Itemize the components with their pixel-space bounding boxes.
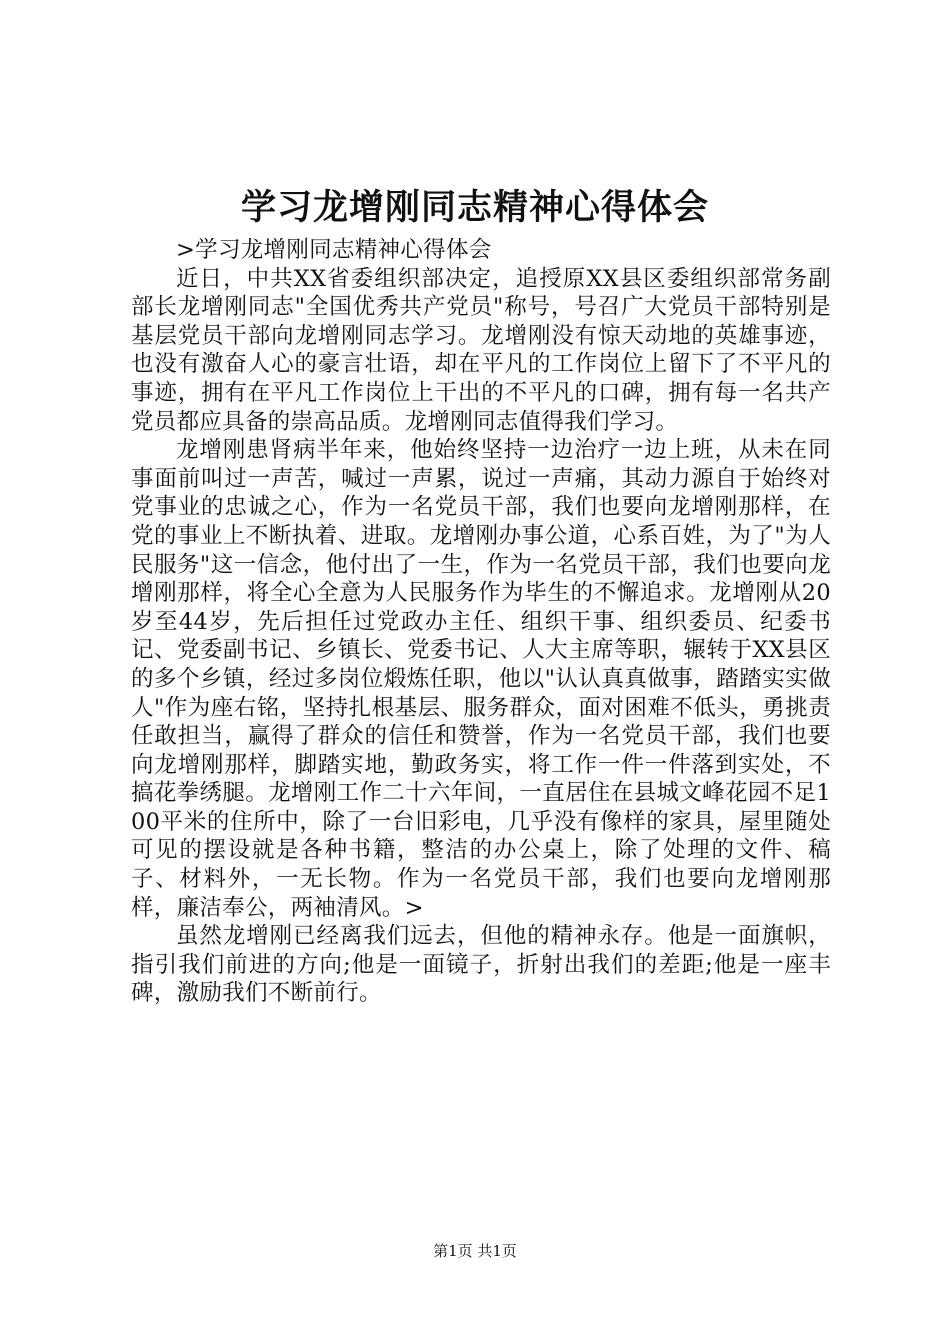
page-number: 第1页 xyxy=(433,1242,473,1260)
body-paragraph-2: 龙增刚患肾病半年来，他始终坚持一边治疗一边上班，从未在同事面前叫过一声苦，喊过一声累，说过一声痛，其动力源自于始终对党事业的忠诚之心，作为一名党员干部，我们也要向龙增刚那样，在党的事业上不断执着、进取。龙增刚办事公道，心系百姓，为了"为人民服务"这一信念，他付出了一生，作为一名党员干部，我们也要向龙增刚那样，将全心全意为人民服务作为毕生的不懈追求。龙增刚从20岁至44岁，先后担任过党政办主任、组织干事、组织委员、纪委书记、党委副书记、乡镇长、党委书记、人大主席等职，辗转于XX县区的多个乡镇，经过多岗位煅炼任职，他以"认认真真做事，踏踏实实做人"作为座右铭，坚持扎根基层、服务群众，面对困难不低头，勇挑责任敢担当，赢得了群众的信任和赞誉，作为一名党员干部，我们也要向龙增刚那样，脚踏实地，勤政务实，将工作一件一件落到实处，不搞花拳绣腿。龙增刚工作二十六年间，一直居住在县城文峰花园不足100平米的住所中，除了一台旧彩电，几乎没有像样的家具，屋里随处可见的摆设就是各种书籍，整洁的办公桌上，除了处理的文件、稿子、材料外，一无长物。作为一名党员干部，我们也要向龙增刚那样，廉洁奉公，两袖清风。> xyxy=(131,437,831,921)
document-body xyxy=(131,236,831,1008)
page-footer xyxy=(0,1241,950,1261)
body-paragraph-3: 虽然龙增刚已经离我们远去，但他的精神永存。他是一面旗帜，指引我们前进的方向;他是一面镜子，折射出我们的差距;他是一座丰碑，激励我们不断前行。 xyxy=(131,923,831,1007)
body-paragraph-1: 近日，中共XX省委组织部决定，追授原XX县区委组织部常务副部长龙增刚同志"全国优秀共产党员"称号，号召广大党员干部特别是基层党员干部向龙增刚同志学习。龙增刚没有惊天动地的英雄事迹，也没有激奋人心的豪言壮语，却在平凡的工作岗位上留下了不平凡的事迹，拥有在平凡工作岗位上干出的不平凡的口碑，拥有每一名共产党员都应具备的崇高品质。龙增刚同志值得我们学习。 xyxy=(131,265,831,435)
document-title: 学习龙增刚同志精神心得体会 xyxy=(240,187,709,228)
page-total: 共1页 xyxy=(477,1242,517,1260)
subtitle-paragraph: >学习龙增刚同志精神心得体会 xyxy=(176,237,492,263)
